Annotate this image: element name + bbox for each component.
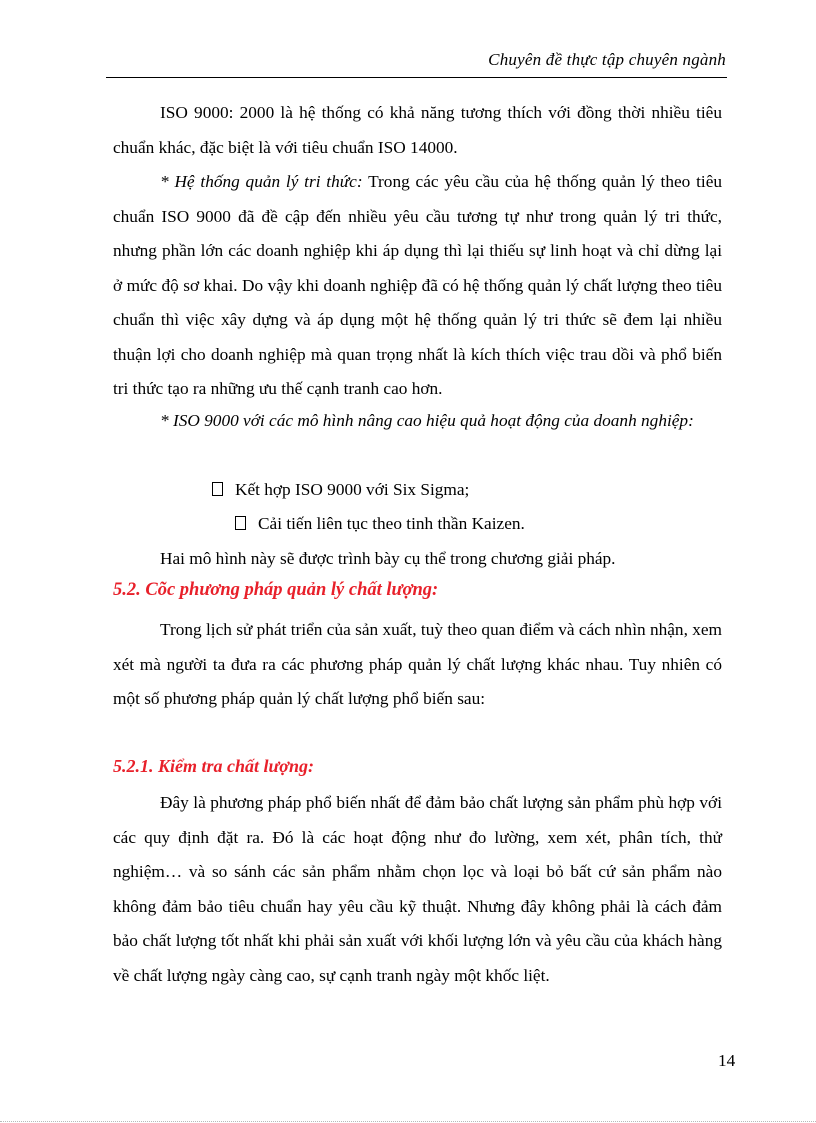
page-number: 14 bbox=[718, 1051, 736, 1070]
paragraph-models-note: Hai mô hình này sẽ được trình bày cụ thể trong chương giải pháp. bbox=[160, 549, 616, 568]
knowledge-management-label: * Hệ thống quản lý tri thức: bbox=[160, 172, 363, 191]
page-header-title: Chuyên đề thực tập chuyên ngành bbox=[488, 50, 726, 69]
bullet-item-six-sigma bbox=[212, 480, 469, 500]
header-divider bbox=[106, 77, 727, 78]
paragraph-iso-models: * ISO 9000 với các mô hình nâng cao hiệu quả hoạt động của doanh nghiệp: bbox=[160, 411, 694, 430]
bullet-text: Kết hợp ISO 9000 với Six Sigma; bbox=[235, 480, 470, 499]
paragraph-knowledge-management bbox=[113, 165, 722, 407]
section-heading-5-2: 5.2. Cõc phương pháp quản lý chất lượng: bbox=[113, 580, 439, 600]
checkbox-bullet-icon bbox=[212, 482, 223, 496]
paragraph-iso-compat: ISO 9000: 2000 là hệ thống có khả năng tương thích với đồng thời nhiều tiêu chuẩn khác, đặc biệt là với tiêu chuẩn ISO 14000. bbox=[113, 103, 722, 157]
page-bottom-border bbox=[0, 1121, 816, 1122]
paragraph-quality-methods: Trong lịch sử phát triển của sản xuất, tuỳ theo quan điểm và cách nhìn nhận, xem xét mà người ta đưa ra các phương pháp quản lý chất lượng khác nhau. Tuy nhiên có một số phương pháp quản lý chất lượng phổ biến sau: bbox=[113, 620, 722, 708]
bullet-text: Cải tiến liên tục theo tinh thần Kaizen. bbox=[258, 514, 525, 533]
bullet-item-kaizen bbox=[235, 514, 525, 534]
knowledge-management-text: Trong các yêu cầu của hệ thống quản lý theo tiêu chuẩn ISO 9000 đã đề cập đến nhiều yêu cầu tương tự như trong quản lý tri thức, nhưng phần lớn các doanh nghiệp khi áp dụng thì lại thiếu sự linh hoạt và chỉ dừng lại ở mức độ sơ khai. Do vậy khi doanh nghiệp đã có hệ thống quản lý chất lượng theo tiêu chuẩn thì việc xây dựng và áp dụng một hệ thống quản lý tri thức sẽ đem lại nhiều thuận lợi cho doanh nghiệp mà quan trọng nhất là kích thích việc trau dồi và phổ biến tri thức tạo ra những ưu thế cạnh tranh cao hơn. bbox=[113, 172, 723, 398]
paragraph-quality-inspection: Đây là phương pháp phổ biến nhất để đảm bảo chất lượng sản phẩm phù hợp với các quy định đặt ra. Đó là các hoạt động như đo lường, xem xét, phân tích, thử nghiệm… và so sánh các sản phẩm nhằm chọn lọc và loại bỏ bất cứ sản phẩm nào không đảm bảo tiêu chuẩn hay yêu cầu kỹ thuật. Nhưng đây không phải là cách đảm bảo chất lượng tốt nhất khi phải sản xuất với khối lượng lớn và yêu cầu của khách hàng về chất lượng ngày càng cao, sự cạnh tranh ngày một khốc liệt. bbox=[113, 793, 722, 985]
subsection-heading-5-2-1: 5.2.1. Kiểm tra chất lượng: bbox=[113, 756, 314, 776]
checkbox-bullet-icon bbox=[235, 516, 246, 530]
